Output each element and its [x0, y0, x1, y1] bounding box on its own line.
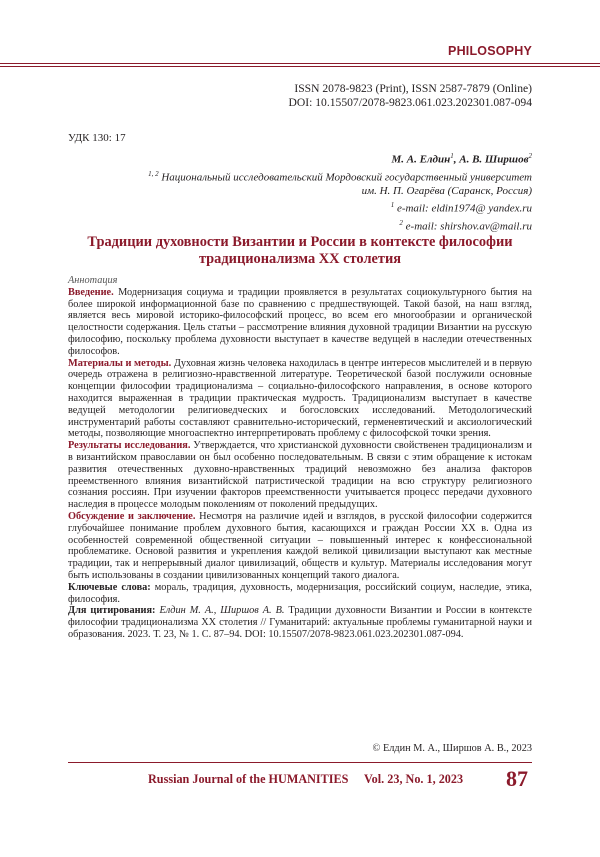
methods-text: Духовная жизнь человека находилась в центре интересов мыслителей и в первую очередь отражена в религиозно-нравственной литературе. Теоретической базой послужили основные концепции философии традиционализма – социально-философского направления, в основе которого находится выраженная в традиции практическая мудрость. Традиционализм выступает в качестве ведущей методологии религиоведческих и богословских исследований. Методологический инструментарий работы составляют сравнительно-исторический, герменевтический и аксиологический методы, позволяющие многоаспектно интерпретировать проблему с философской точки зрения.	[68, 357, 532, 440]
journal-name: Russian Journal of the HUMANITIES	[148, 772, 349, 786]
section-rubric: PHILOSOPHY	[448, 44, 532, 58]
issn[interactable]: ISSN 2078-9823 (Print), ISSN 2587-7879 (Online)	[294, 82, 532, 95]
footer-rule	[68, 762, 532, 763]
header-rule-top	[0, 63, 600, 64]
email-1[interactable]: e-mail: eldin1974@ yandex.ru	[394, 202, 532, 215]
author-names	[148, 149, 532, 167]
author-2: , А. В. Ширшов	[453, 153, 529, 166]
author-1: М. А. Елдин	[391, 153, 451, 166]
intro-text: Модернизация социума и традиции проявляется в результатах социокультурного бытия на более широкой информационной базе по сравнению с предшествующей. Такой базой, на наш взгляд, является весь мировой историко-философский процесс, во всем его многообразии и органической целостности содержания. Цель статьи – рассмотрение влияния духовной традиции Византии на русскую философию, поскольку проблема духовности выступает в качестве ведущей в наследии отечественных философов.	[68, 286, 532, 357]
udk: УДК 130: 17	[68, 132, 126, 144]
abstract-methods	[68, 358, 532, 441]
discussion-heading: Обсуждение и заключение.	[68, 510, 196, 522]
affiliation-sup: 1, 2	[148, 169, 159, 178]
email-2[interactable]: e-mail: shirshov.av@mail.ru	[402, 220, 532, 233]
intro-heading: Введение.	[68, 286, 114, 298]
email-1-sup: 1	[390, 201, 395, 210]
abstract-intro	[68, 287, 532, 358]
results-heading: Результаты исследования.	[68, 440, 191, 452]
page-number: 87	[506, 766, 528, 791]
issn-block	[289, 82, 532, 110]
volume-info: Vol. 23, No. 1, 2023	[364, 772, 464, 786]
citation	[68, 605, 532, 640]
discussion-text: Несмотря на различие идей и взглядов, в русской философии содержится глубочайшее понимание проблем духовного бытия, касающихся и граждан России XX в. Одна из особенностей современной общественной ситуации – повышенный интерес к конфессиональной проблематике. Основой развития и укрепления каждой великой цивилизации выступают как местные традиции, так и непрерывный диалог цивилизаций, обществ и культур. Материалы исследования могут быть использованы в создании цивилизованных концепций такого диалога.	[68, 510, 532, 581]
abstract-results	[68, 440, 532, 511]
keywords-text: мораль, традиция, духовность, модернизация, российский социум, наследие, этика, философия.	[68, 581, 532, 605]
methods-heading: Материалы и методы.	[68, 357, 172, 369]
copyright: © Елдин М. А., Ширшов А. В., 2023	[372, 743, 532, 754]
doi[interactable]: DOI: 10.15507/2078-9823.061.023.202301.087-094	[288, 96, 532, 109]
email-1-line	[148, 198, 532, 216]
affiliation	[148, 167, 532, 185]
author-2-sup: 2	[528, 152, 532, 160]
citation-authors: Елдин М. А., Ширшов А. В.	[155, 605, 285, 617]
citation-text: Традиции духовности Византии и России в контексте философии традиционализма XX столетия // Гуманитарий: актуальные проблемы гуманитарной науки и образования. 2023. Т. 23, № 1. С. 87–94. DOI: 10.15507/2078-9823.061.023.202301.087-094.	[68, 605, 532, 640]
abstract	[68, 275, 532, 641]
article-title: Традиции духовности Византии и России в контексте философии традиционализма XX столетия	[87, 234, 513, 267]
email-2-line	[148, 216, 532, 234]
keywords-heading: Ключевые слова:	[68, 581, 151, 593]
affiliation-line-2: им. Н. П. Огарёва (Саранск, Россия)	[361, 185, 532, 198]
affiliation-line-1: Национальный исследовательский Мордовский государственный университет	[158, 171, 532, 184]
keywords	[68, 582, 532, 606]
results-text: Утверждается, что христианской духовности свойственен традиционализм и в византийском православии он был особенно последовательным. В связи с этим обращение к истокам развития отечественных духовно-нравственных традиций невозможно без анализа факторов преемственного влияния византийской патристической традиции на всю структуру религиозного сознания россиян. При изучении факторов преемственности учитывается процесс передачи духовного наследия в процессе молодым поколениям от поколений предыдущих.	[68, 440, 532, 511]
author-block	[148, 149, 532, 234]
header-rule-bottom	[0, 66, 600, 67]
author-1-sup: 1	[450, 152, 454, 160]
abstract-discussion	[68, 511, 532, 582]
email-2-sup: 2	[399, 218, 403, 227]
citation-heading: Для цитирования:	[68, 605, 156, 617]
abstract-label: Аннотация	[68, 275, 118, 286]
